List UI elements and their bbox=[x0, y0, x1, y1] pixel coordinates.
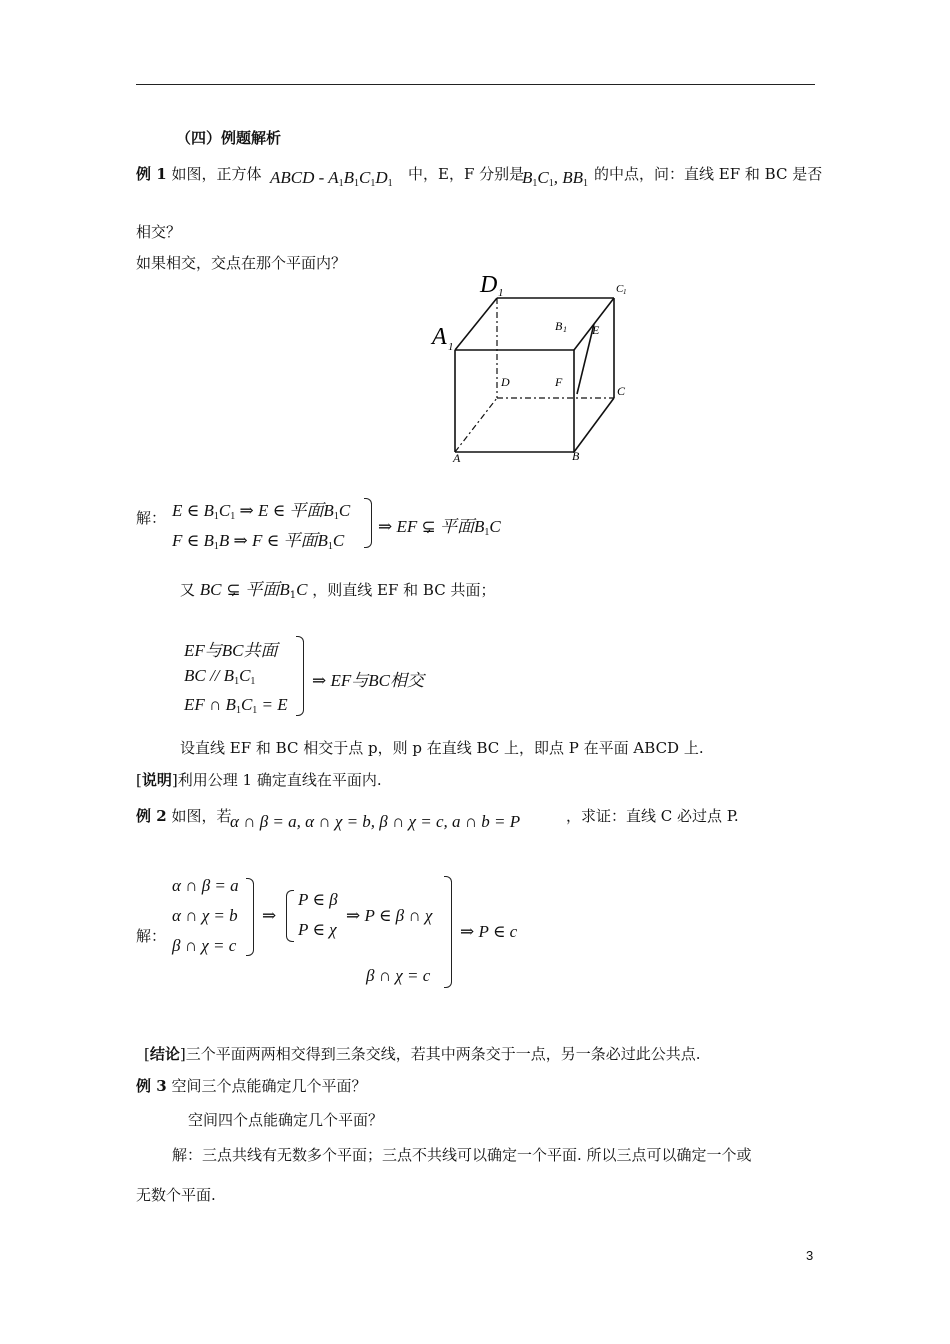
label-d1: D bbox=[480, 272, 498, 298]
label-e: E bbox=[592, 323, 600, 337]
example-2-label: 例 2 bbox=[136, 807, 167, 825]
coplanar-line: EF与BC共面 bbox=[184, 641, 278, 660]
given-1: α ∩ β = a bbox=[172, 876, 239, 895]
coplanar-brace bbox=[296, 636, 304, 716]
label-b1: B bbox=[555, 319, 563, 333]
label-d: D bbox=[501, 375, 510, 389]
example-2-text-b: ，求证：直线 C 必过点 P. bbox=[566, 807, 739, 825]
subset-symbol: ⊊ bbox=[421, 517, 436, 536]
edge-ad-hidden bbox=[455, 398, 497, 452]
example-3-line: 例 3 空间三个点能确定几个平面？ bbox=[136, 1077, 367, 1095]
example-1-label: 例 1 bbox=[136, 165, 167, 183]
example-3-q2: 空间四个点能确定几个平面？ bbox=[188, 1111, 384, 1129]
final-result: ⇒ P ∈ c bbox=[460, 922, 518, 941]
note-label: 说明 bbox=[141, 771, 172, 789]
final-brace bbox=[444, 876, 452, 988]
label-c: C bbox=[617, 384, 626, 398]
example-2-line: 例 2 如图，若 bbox=[136, 807, 232, 825]
member-result: ⇒ P ∈ β ∩ χ bbox=[346, 906, 433, 925]
label-b: B bbox=[572, 449, 580, 463]
example-1-text-a: 如图，正方体 bbox=[171, 165, 262, 183]
member-2: P ∈ χ bbox=[298, 920, 337, 939]
page-number: 3 bbox=[806, 1248, 814, 1263]
given-arrow: ⇒ bbox=[262, 906, 277, 925]
label-a1-sub: 1 bbox=[448, 341, 454, 353]
example-1-text-d: 相交？ bbox=[136, 223, 182, 241]
edge-a1d1 bbox=[455, 298, 497, 350]
given-3: β ∩ χ = c bbox=[172, 936, 237, 955]
conclusion-text: 三个平面两两相交得到三条交线，若其中两条交于一点，另一条必过此公共点. bbox=[185, 1045, 701, 1063]
edge-bc bbox=[574, 398, 614, 452]
label-c1: C bbox=[616, 283, 624, 295]
example-1-text-c: 的中点，问：直线 EF 和 BC 是否 bbox=[594, 165, 823, 183]
solution-1-conclusion: 设直线 EF 和 BC 相交于点 p，则 p 在直线 BC 上，即点 P 在平面 ABCD 上. bbox=[180, 739, 704, 757]
given-2: α ∩ χ = b bbox=[172, 906, 238, 925]
example-1-line bbox=[136, 164, 261, 184]
solution-1-line-2: F ∈ $B_1B$ ⇒ F ∈ 平面$B_1C$ bbox=[172, 531, 345, 552]
cube-figure bbox=[420, 268, 650, 468]
solution-1-brace bbox=[364, 498, 372, 548]
label-b1-sub: 1 bbox=[563, 325, 567, 334]
note-line: [说明]利用公理 1 确定直线在平面内. bbox=[136, 771, 382, 789]
intersect-result: ⇒ EF与BC相交 bbox=[312, 671, 424, 690]
member-brace bbox=[286, 890, 294, 942]
also-line: 又 BC ⊊ 平面$B_1C$ ，则直线 EF 和 BC 共面； bbox=[180, 580, 496, 601]
solution-1-label: 解： bbox=[136, 509, 167, 527]
label-a: A bbox=[453, 451, 461, 465]
bottom-condition: β ∩ χ = c bbox=[366, 966, 431, 985]
example-1-text-e: 如果相交，交点在那个平面内？ bbox=[136, 254, 347, 272]
parallel-line: BC // $B_1C_1$ bbox=[184, 666, 256, 687]
cube-expression: ABCD - $A_1B_1C_1D_1$ bbox=[270, 168, 393, 189]
label-a1: A bbox=[432, 324, 447, 350]
example-2-expression: α ∩ β = a, α ∩ χ = b, β ∩ χ = c, a ∩ b = P bbox=[230, 812, 521, 831]
solution-1-line-1: E ∈ $B_1C_1$ ⇒ E ∈ 平面$B_1C$ bbox=[172, 501, 351, 522]
midpoint-expression: $B_1C_1$, $BB_1$ bbox=[522, 168, 589, 189]
example-1-text-b: 中，E，F 分别是 bbox=[408, 165, 525, 183]
label-f: F bbox=[555, 375, 563, 389]
label-c1-sub: 1 bbox=[623, 288, 627, 296]
solution-2-label: 解： bbox=[136, 927, 167, 945]
section-title: （四）例题解析 bbox=[176, 129, 282, 147]
example-3-answer-a: 解：三点共线有无数多个平面；三点不共线可以确定一个平面. 所以三点可以确定一个或 bbox=[172, 1146, 752, 1164]
example-3-answer-b: 无数个平面. bbox=[136, 1186, 216, 1204]
note-text: 利用公理 1 确定直线在平面内. bbox=[177, 771, 382, 789]
conclusion-label: 结论 bbox=[149, 1045, 180, 1063]
example-3-label: 例 3 bbox=[136, 1077, 167, 1095]
label-d1-sub: 1 bbox=[498, 287, 504, 299]
solution-1-result: ⇒ EF ⊊ 平面$B_1C$ bbox=[378, 517, 501, 538]
given-brace bbox=[246, 878, 254, 956]
intersection-line: EF ∩ $B_1C_1 = E$ bbox=[184, 695, 288, 716]
header-rule bbox=[136, 84, 815, 85]
member-1: P ∈ β bbox=[298, 890, 338, 909]
conclusion-line: [结论]三个平面两两相交得到三条交线，若其中两条交于一点，另一条必过此公共点. bbox=[144, 1045, 701, 1063]
